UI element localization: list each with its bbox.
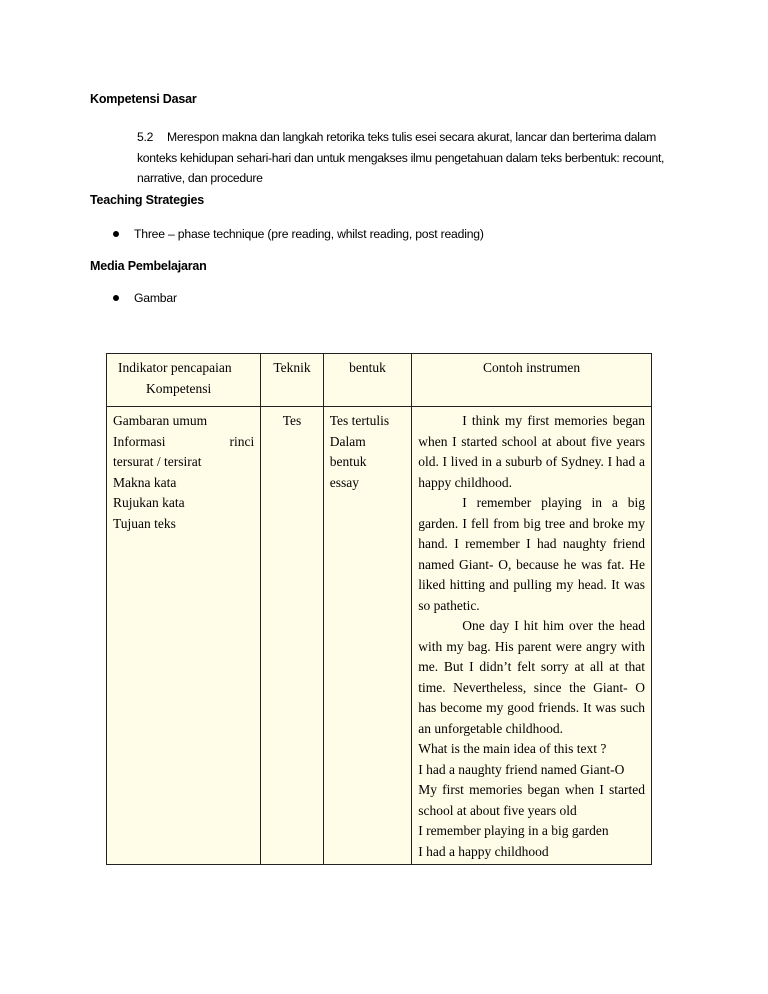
indikator-item: Tujuan teks xyxy=(113,515,176,531)
indikator-item xyxy=(113,432,254,453)
header-indikator-line2: Kompetensi xyxy=(146,380,212,396)
teaching-strategy-item xyxy=(113,227,484,241)
header-contoh: Contoh instrumen xyxy=(412,354,652,407)
indikator-item-part: rinci xyxy=(229,433,255,449)
indikator-item: Gambaran umum xyxy=(113,413,208,428)
indikator-item-part: Informasi xyxy=(113,433,166,449)
media-item xyxy=(113,291,177,305)
question-text: What is the main idea of this text ? xyxy=(418,741,607,756)
bullet-icon xyxy=(113,295,119,301)
bentuk-item: Tes tertulis xyxy=(329,413,390,428)
bentuk-item: bentuk xyxy=(329,454,367,469)
header-bentuk: bentuk xyxy=(323,354,411,407)
bentuk-item: essay xyxy=(329,474,359,490)
assessment-table xyxy=(106,353,652,865)
kompetensi-number: 5.2 xyxy=(137,130,154,144)
text-paragraph: I remember playing in a big garden. I fell from big tree and broke my hand. I remember I had naughty friend named Giant- O, because he was fat. He liked hitting and pulling my head. It was so pathetic. xyxy=(418,495,645,613)
header-teknik: Teknik xyxy=(261,354,324,407)
indikator-item: tersurat / tersirat xyxy=(113,454,202,469)
text-paragraph: I think my first memories began when I started school at about five years old. I lived in a suburb of Sydney. I had a happy childhood. xyxy=(418,413,645,490)
header-indikator xyxy=(107,354,261,407)
header-indikator-line1: Indikator pencapaian xyxy=(118,360,232,375)
table-row xyxy=(107,407,652,865)
teaching-strategies-heading: Teaching Strategies xyxy=(90,193,205,207)
indikator-cell xyxy=(107,407,261,865)
answer-option: I had a naughty friend named Giant-O xyxy=(418,761,625,777)
text-paragraph: One day I hit him over the head with my bag. His parent were angry with me. But I didn’t felt sorry at all at that time. Nevertheless, since the Giant- O has become my good friends. It was such an unforgetable childhood. xyxy=(418,618,645,736)
media-item-label: Gambar xyxy=(134,291,177,305)
contoh-cell xyxy=(412,407,652,865)
kompetensi-dasar-text xyxy=(137,127,697,189)
teknik-cell: Tes xyxy=(261,407,324,865)
media-pembelajaran-heading: Media Pembelajaran xyxy=(90,259,207,273)
answer-option: My first memories began when I started school at about five years old xyxy=(418,782,645,818)
answer-option: I had a happy childhood xyxy=(418,843,549,859)
bentuk-item: Dalam xyxy=(329,433,366,449)
teaching-strategy-label: Three – phase technique (pre reading, whilst reading, post reading) xyxy=(134,227,484,241)
indikator-item: Makna kata xyxy=(113,474,177,490)
bentuk-cell xyxy=(323,407,411,865)
kompetensi-dasar-heading: Kompetensi Dasar xyxy=(90,92,197,106)
bullet-icon xyxy=(113,231,119,237)
answer-option: I remember playing in a big garden xyxy=(418,823,609,838)
kompetensi-description: Merespon makna dan langkah retorika teks tulis esei secara akurat, lancar dan berterima dalam konteks kehidupan sehari-hari dan untuk mengakses ilmu pengetahuan dalam teks berbentuk: recount, narrative, dan procedure xyxy=(137,130,665,185)
table-header-row xyxy=(107,354,652,407)
indikator-item: Rujukan kata xyxy=(113,495,185,510)
